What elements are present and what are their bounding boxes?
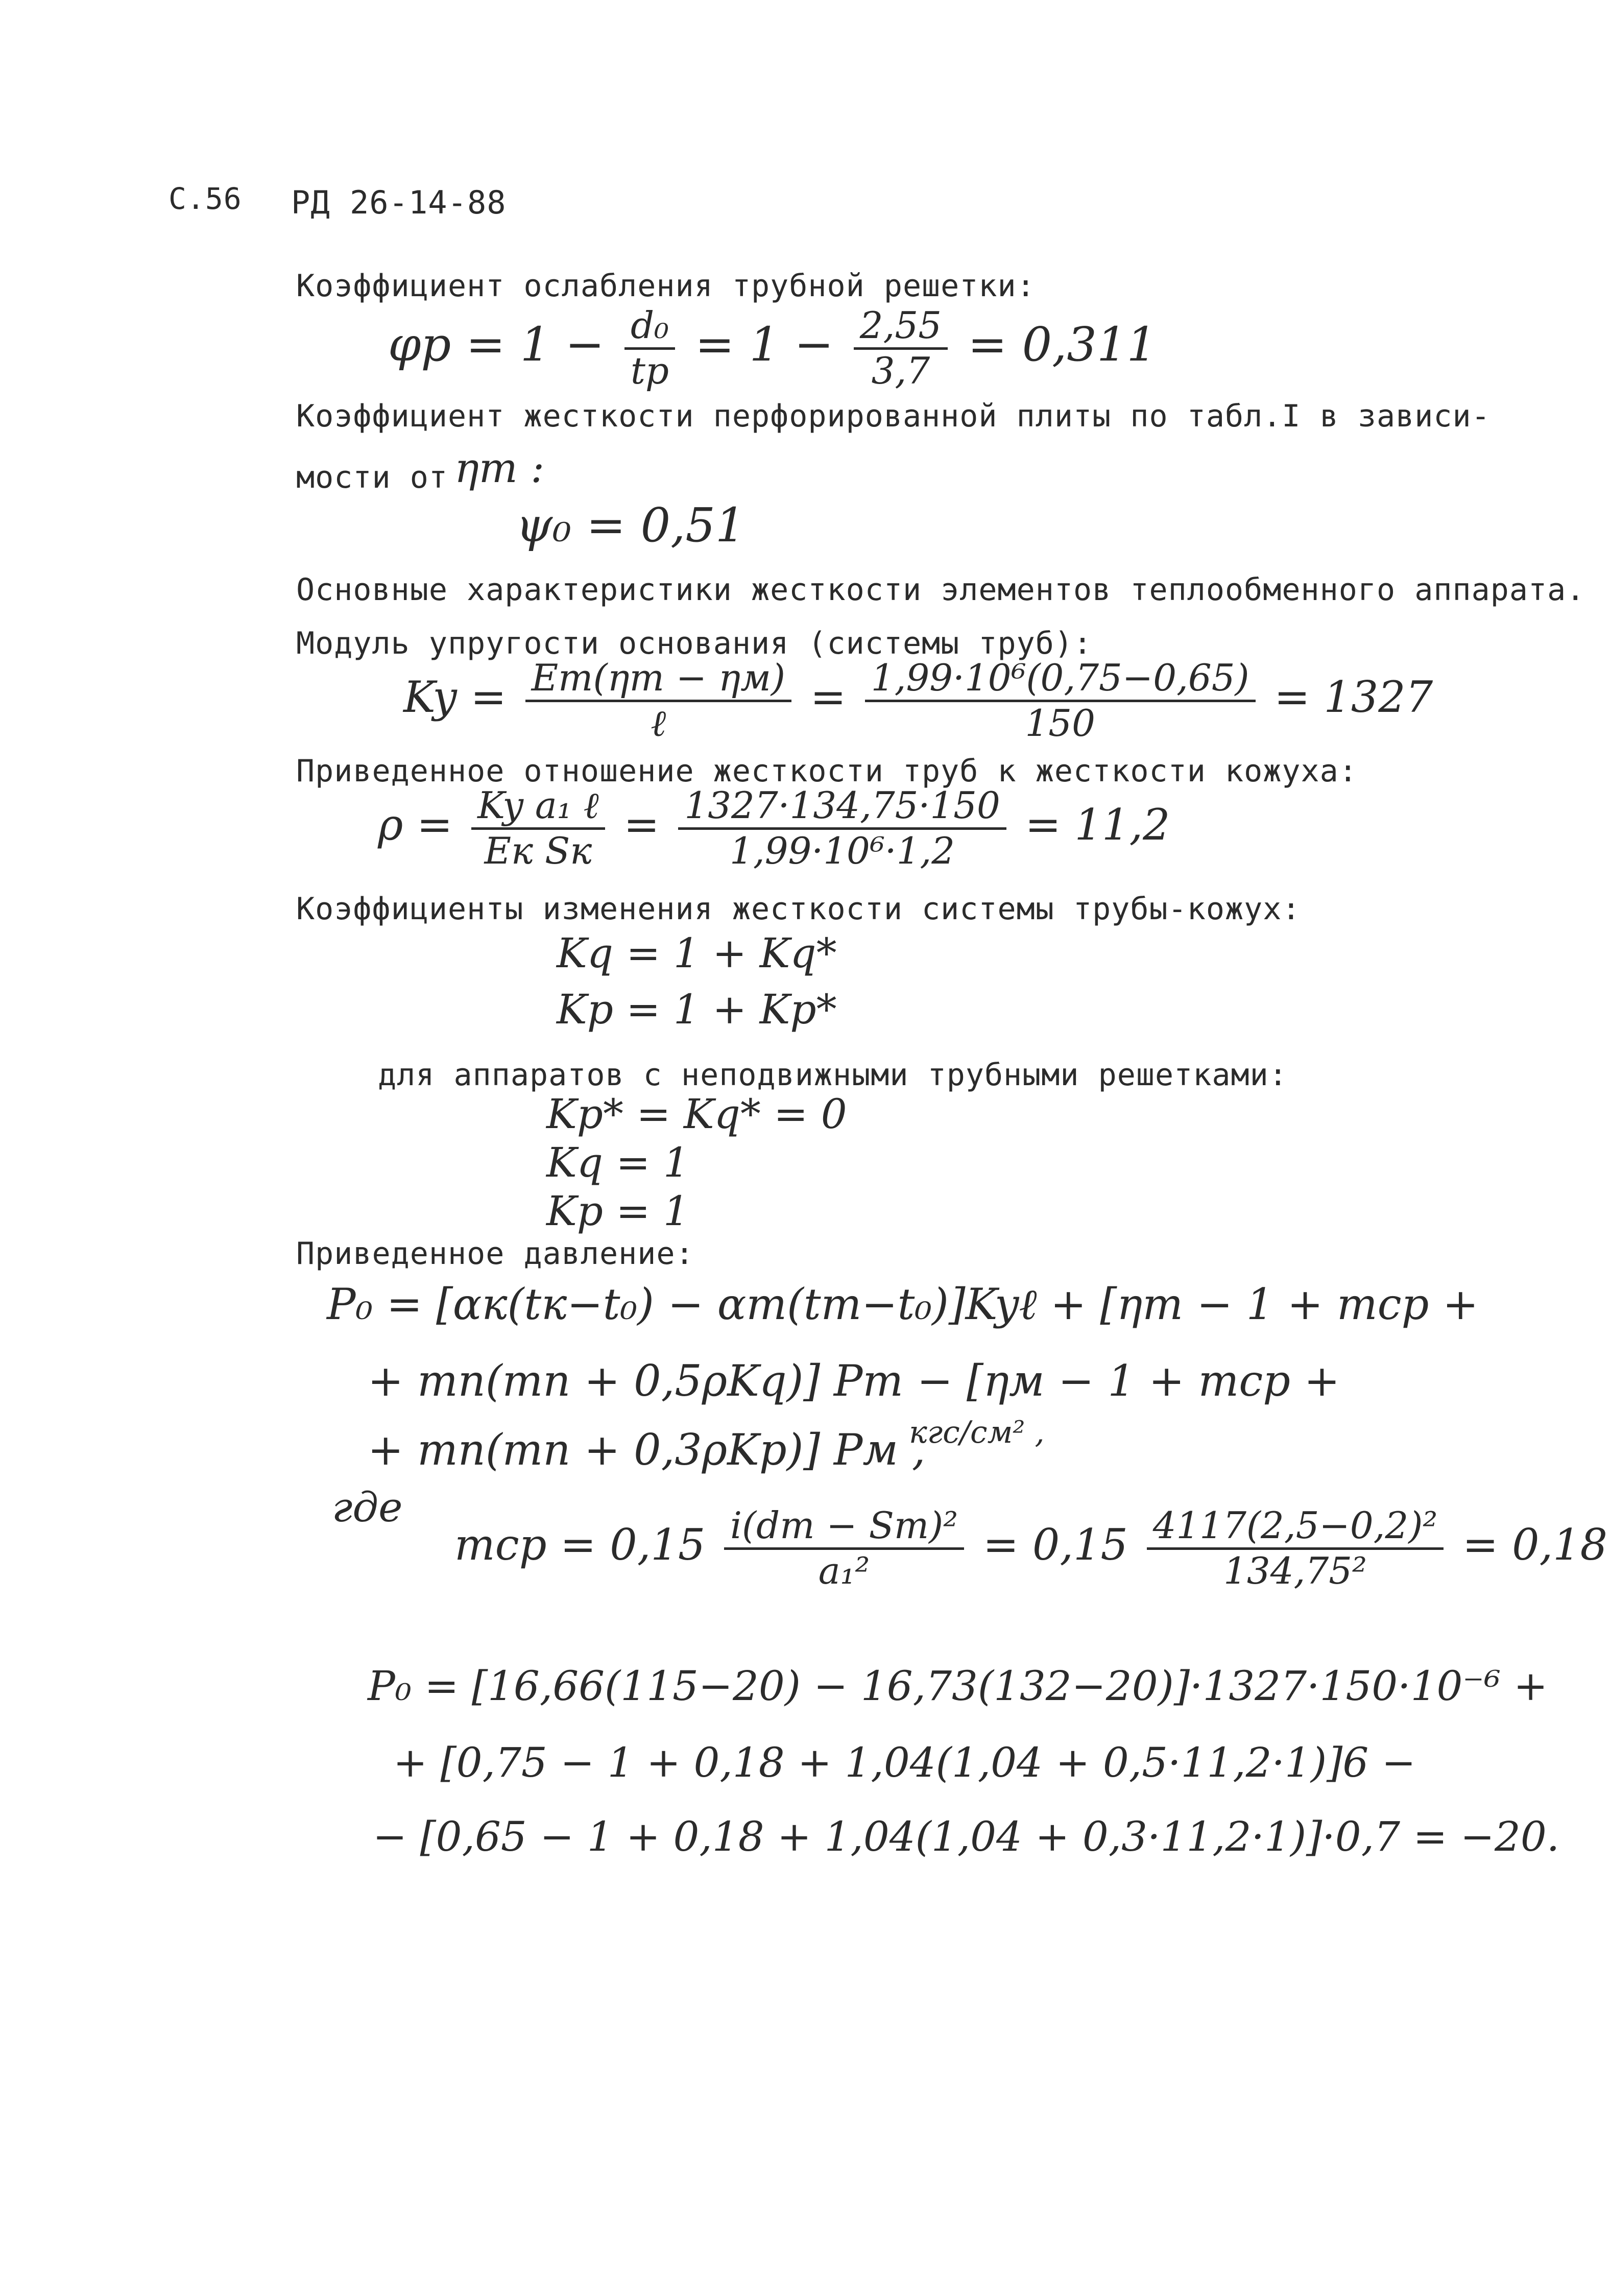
- formula-p0-line-1: P₀ = [αк(tк−t₀) − αт(tт−t₀)]Kyℓ + [ηт − 1 + mcp +: [327, 1279, 1479, 1329]
- text-modulus-elasticity: Модуль упругости основания (системы труб):: [296, 626, 1093, 661]
- formula-psi0: ψ₀ = 0,51: [516, 498, 746, 553]
- fraction-ky-numeric: $\frac{\text{1,99·10⁶(0,75−0,65)}}{150}$: [865, 659, 1256, 743]
- formula-mcp: mcp = 0,15 $\frac{\text{i(dт − Sт)²}}{\text{a₁²}}$ = 0,15 $\frac{\text{4117(2,5−0,2)²}}{\text{134,75²}}$ = 0,18: [454, 1504, 1608, 1592]
- formula-kq: Kq = 1 + Kq*: [557, 929, 837, 977]
- text-reduced-ratio: Приведенное отношение жесткости труб к жесткости кожуха:: [296, 753, 1358, 789]
- result-line-2: + [0,75 − 1 + 0,18 + 1,04(1,04 + 0,5·11,2·1)]6 −: [393, 1739, 1416, 1786]
- formula-rho: ρ = $\frac{\text{Ky a₁ ℓ}}{\text{Eк Sк}}$ = $\frac{1327\cdot 134,75\cdot 150}{\text{1,99·10⁶·1,2}}$ = 11,2: [378, 784, 1170, 872]
- formula-p0-line-3: + mn(mn + 0,3ρKp)] Pм ,: [368, 1425, 926, 1475]
- page-number: С.56: [169, 181, 242, 216]
- text-weakening-coefficient: Коэффициент ослабления трубной решетки:: [296, 268, 1036, 304]
- result-line-3: − [0,65 − 1 + 0,18 + 1,04(1,04 + 0,3·11,2·1)]·0,7 = −20.: [373, 1813, 1560, 1860]
- text-main-characteristics: Основные характеристики жесткости элементов теплообменного аппарата.: [296, 572, 1585, 608]
- pressure-unit: кгс/см² ,: [909, 1415, 1045, 1450]
- result-line-1: P₀ = [16,66(115−20) − 16,73(132−20)]·1327·150·10⁻⁶ +: [368, 1662, 1548, 1710]
- text-stiffness-coefficient: Коэффициент жесткости перфорированной плиты по табл.I в зависи-: [296, 398, 1490, 434]
- text-fixed-tube-sheets: для аппаратов с неподвижными трубными решетками:: [378, 1057, 1288, 1093]
- formula-kq-one: Kq = 1: [546, 1139, 689, 1186]
- fraction-mcp-numeric: $\frac{\text{4117(2,5−0,2)²}}{\text{134,75²}}$: [1147, 1506, 1444, 1590]
- document-code: РД 26-14-88: [291, 184, 507, 221]
- symbol-eta-t: ηт :: [454, 444, 545, 492]
- fraction-255-37: $\frac{2,55}{3,7}$: [854, 306, 948, 390]
- formula-ky: Ky = $\frac{Eт(\eta т - \eta м)}{\text{ℓ}}$ = $\frac{\text{1,99·10⁶(0,75−0,65)}}{150}$ = 1327: [403, 656, 1433, 745]
- text-depending-on: мости от: [296, 460, 448, 495]
- formula-kp-one: Kp = 1: [546, 1187, 689, 1235]
- text-where: где: [332, 1484, 403, 1531]
- fraction-mcp-symbolic: $\frac{\text{i(dт − Sт)²}}{\text{a₁²}}$: [724, 1506, 964, 1590]
- text-change-coefficients: Коэффициенты изменения жесткости системы трубы-кожух:: [296, 891, 1301, 927]
- formula-kp: Kp = 1 + Kp*: [557, 986, 837, 1033]
- formula-phi-p: φp = 1 − $\frac{\text{d₀}}{tp}$ = 1 − $\frac{2,55}{3,7}$ = 0,311: [388, 304, 1157, 392]
- fraction-d0-tp: $\frac{\text{d₀}}{tp}$: [624, 306, 675, 390]
- fraction-rho-numeric: $\frac{1327\cdot 134,75\cdot 150}{\text{1,99·10⁶·1,2}}$: [678, 786, 1006, 870]
- fraction-rho-symbolic: $\frac{\text{Ky a₁ ℓ}}{\text{Eк Sк}}$: [471, 786, 605, 870]
- formula-p0-line-2: + mn(mn + 0,5ρKq)] Pт − [ηм − 1 + mcp +: [368, 1356, 1340, 1406]
- fraction-ky-symbolic: $\frac{Eт(\eta т - \eta м)}{\text{ℓ}}$: [525, 659, 791, 743]
- text-reduced-pressure: Приведенное давление:: [296, 1236, 694, 1272]
- formula-k-zero: Kp* = Kq* = 0: [546, 1090, 847, 1138]
